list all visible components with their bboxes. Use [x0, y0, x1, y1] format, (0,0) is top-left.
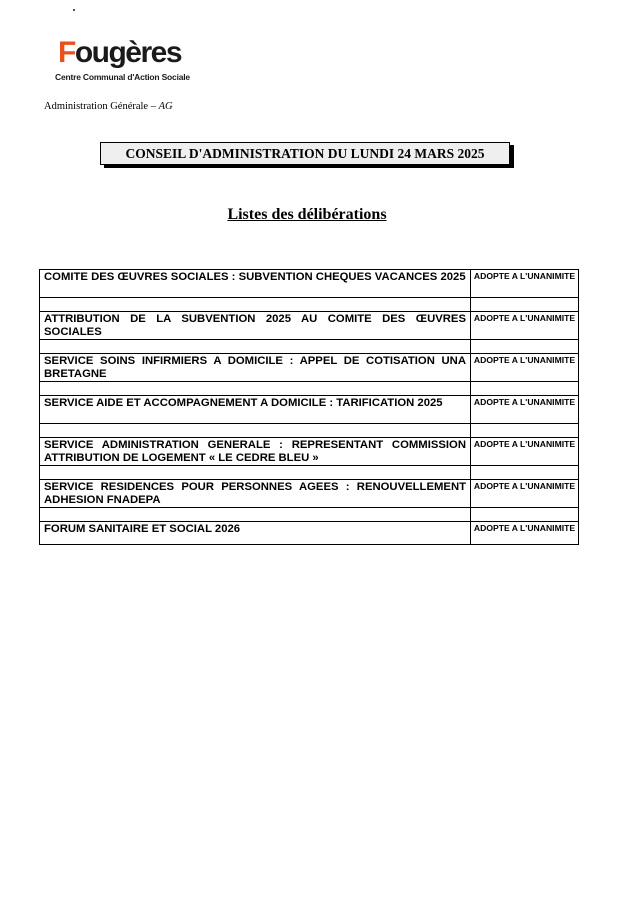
spacer-cell	[471, 466, 579, 480]
logo-wordmark	[58, 36, 181, 70]
subject-cell	[40, 480, 471, 508]
list-heading	[0, 206, 614, 224]
deliberation-result: ADOPTE A L'UNANIMITE	[473, 355, 576, 365]
deliberation-subject: FORUM SANITAIRE ET SOCIAL 2026	[44, 523, 241, 535]
table-row	[40, 354, 579, 382]
deliberation-subject: SERVICE AIDE ET ACCOMPAGNEMENT A DOMICILE : TARIFICATION 2025	[44, 397, 443, 409]
spacer-cell	[40, 508, 471, 522]
table-row	[40, 438, 579, 466]
spacer-cell	[471, 508, 579, 522]
result-cell	[471, 396, 579, 424]
deliberation-result: ADOPTE A L'UNANIMITE	[473, 523, 576, 533]
table-row	[40, 270, 579, 298]
spacer-row	[40, 424, 579, 438]
spacer-row	[40, 340, 579, 354]
result-cell	[471, 522, 579, 545]
spacer-row	[40, 382, 579, 396]
deliberation-subject: SERVICE ADMINISTRATION GENERALE : REPRESENTANT COMMISSION ATTRIBUTION DE LOGEMENT « LE CEDRE BLEU »	[44, 439, 466, 464]
deliberation-result: ADOPTE A L'UNANIMITE	[473, 397, 576, 407]
table-row	[40, 312, 579, 340]
spacer-row	[40, 298, 579, 312]
meeting-title-box	[100, 142, 510, 165]
spacer-cell	[471, 298, 579, 312]
spacer-cell	[40, 298, 471, 312]
result-cell	[471, 270, 579, 298]
subject-cell	[40, 522, 471, 545]
spacer-row	[40, 508, 579, 522]
deliberation-subject: ATTRIBUTION DE LA SUBVENTION 2025 AU COMITE DES ŒUVRES SOCIALES	[44, 313, 466, 338]
subject-cell	[40, 270, 471, 298]
spacer-row	[40, 466, 579, 480]
subject-cell	[40, 396, 471, 424]
department-code: AG	[158, 101, 173, 112]
logo-subtitle: Centre Communal d'Action Sociale	[55, 72, 190, 82]
spacer-cell	[40, 340, 471, 354]
deliberation-result: ADOPTE A L'UNANIMITE	[473, 481, 576, 491]
subject-cell	[40, 312, 471, 340]
deliberation-subject: SERVICE SOINS INFIRMIERS A DOMICILE : APPEL DE COTISATION UNA BRETAGNE	[44, 355, 466, 380]
meeting-title: CONSEIL D'ADMINISTRATION DU LUNDI 24 MARS 2025	[125, 145, 485, 161]
spacer-cell	[471, 340, 579, 354]
table-row	[40, 480, 579, 508]
deliberation-result: ADOPTE A L'UNANIMITE	[473, 439, 576, 449]
logo-word-rest: ougères	[74, 36, 182, 69]
subject-cell	[40, 438, 471, 466]
page-mark	[73, 9, 75, 11]
logo-initial: F	[58, 36, 75, 69]
department-line	[44, 101, 173, 112]
table-row	[40, 522, 579, 545]
deliberations-table	[39, 269, 579, 545]
deliberation-subject: SERVICE RESIDENCES POUR PERSONNES AGEES : RENOUVELLEMENT ADHESION FNADEPA	[44, 481, 466, 506]
spacer-cell	[40, 382, 471, 396]
result-cell	[471, 312, 579, 340]
list-heading-text: Listes des délibérations	[227, 206, 387, 223]
subject-cell	[40, 354, 471, 382]
spacer-cell	[471, 424, 579, 438]
table-row	[40, 396, 579, 424]
spacer-cell	[40, 466, 471, 480]
fougeres-logo	[55, 36, 190, 88]
deliberation-result: ADOPTE A L'UNANIMITE	[473, 313, 576, 323]
result-cell	[471, 438, 579, 466]
deliberation-subject: COMITE DES ŒUVRES SOCIALES : SUBVENTION CHEQUES VACANCES 2025	[44, 271, 466, 283]
spacer-cell	[471, 382, 579, 396]
result-cell	[471, 480, 579, 508]
department-label: Administration Générale –	[44, 101, 156, 112]
deliberation-result: ADOPTE A L'UNANIMITE	[473, 271, 576, 281]
spacer-cell	[40, 424, 471, 438]
result-cell	[471, 354, 579, 382]
